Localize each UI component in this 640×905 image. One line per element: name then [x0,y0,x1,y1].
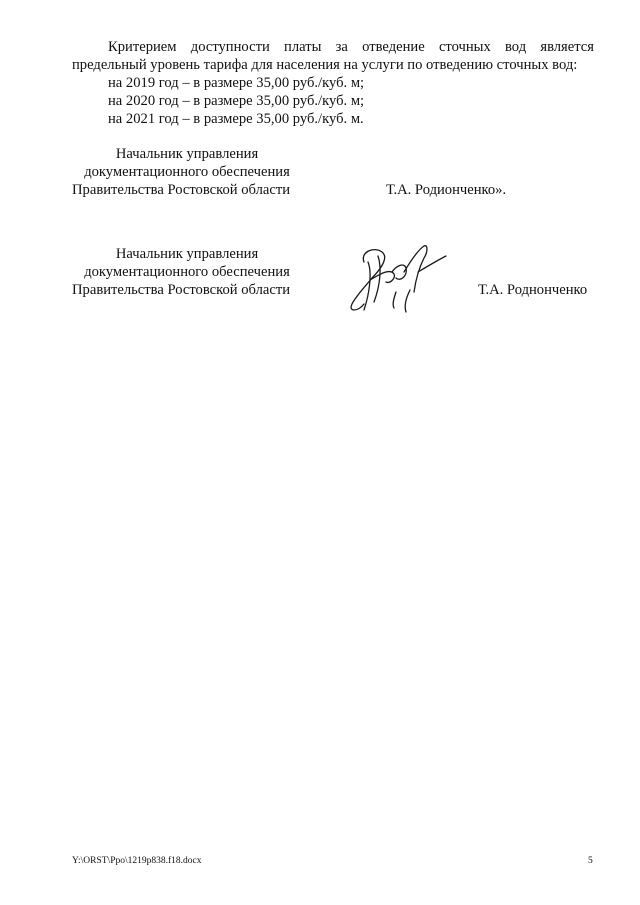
signatory-name-2: Т.А. Роднонченко [478,282,588,298]
position-line-1: Начальник управления [115,146,259,162]
tariff-line-2019: на 2019 год – в размере 35,00 руб./куб. м; [108,75,365,91]
position-line-2: документационного обеспечения [84,264,290,280]
signatory-name-1: Т.А. Родионченко». [386,182,507,198]
page-number: 5 [588,856,593,866]
footer-file-path: Y:\ORST\Ppo\1219p838.f18.docx [72,856,202,866]
position-line-2: документационного обеспечения [84,164,290,180]
position-line-3: Правительства Ростовской области [72,282,291,298]
handwritten-signature [334,232,454,332]
tariff-line-2020: на 2020 год – в размере 35,00 руб./куб. м; [108,93,365,109]
tariff-line-2021: на 2021 год – в размере 35,00 руб./куб. м. [108,111,364,127]
tariff-text [72,38,594,128]
position-line-1: Начальник управления [115,246,259,262]
position-line-3: Правительства Ростовской области [72,182,291,198]
tariff-paragraph: Критерием доступности платы за отведение сточных вод является предельный уровень тарифа для населения на услуги по отведению сточных вод: [72,39,594,73]
signature-block-2-position [62,245,312,299]
signature-block-1-position [62,145,312,199]
